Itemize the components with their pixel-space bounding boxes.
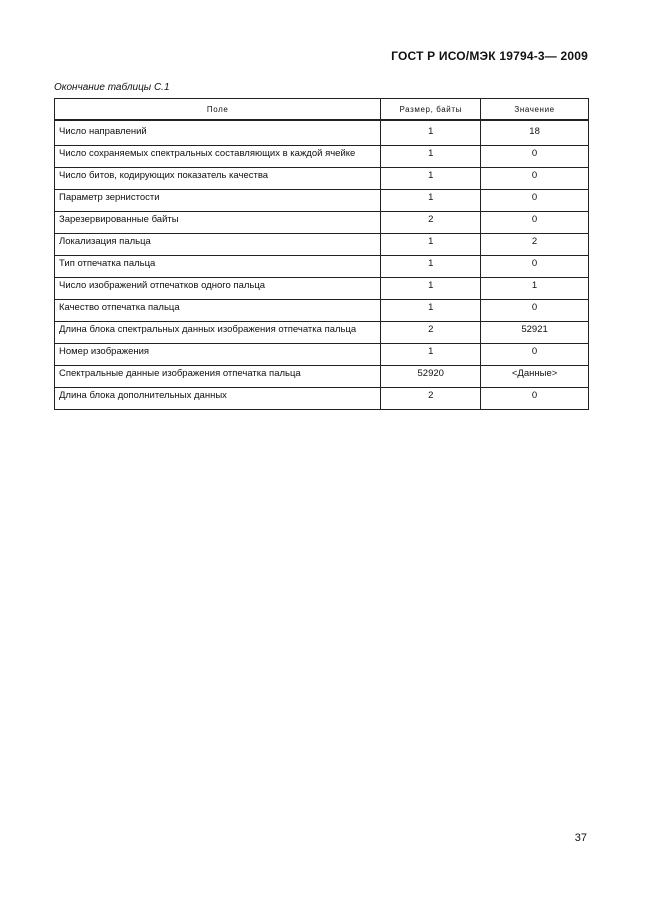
cell-field: Локализация пальца: [55, 234, 381, 256]
cell-field: Зарезервированные байты: [55, 212, 381, 234]
cell-size: 52920: [381, 366, 481, 388]
cell-size: 2: [381, 212, 481, 234]
cell-field: Параметр зернистости: [55, 190, 381, 212]
cell-size: 2: [381, 388, 481, 410]
table-row: [55, 366, 589, 388]
table-row: [55, 190, 589, 212]
cell-value: 0: [481, 256, 589, 278]
spec-table: [54, 98, 589, 410]
cell-size: 1: [381, 256, 481, 278]
document-header: ГОСТ Р ИСО/МЭК 19794-3— 2009: [391, 49, 588, 63]
column-header-field: Поле: [55, 99, 381, 121]
cell-size: 2: [381, 322, 481, 344]
cell-value: 0: [481, 388, 589, 410]
table-caption: Окончание таблицы С.1: [54, 82, 170, 93]
cell-value: <Данные>: [481, 366, 589, 388]
cell-size: 1: [381, 168, 481, 190]
cell-size: 1: [381, 278, 481, 300]
table-row: [55, 388, 589, 410]
cell-size: 1: [381, 190, 481, 212]
table-body: [55, 120, 589, 410]
table-row: [55, 278, 589, 300]
table-row: [55, 120, 589, 146]
table-row: [55, 212, 589, 234]
cell-value: 0: [481, 344, 589, 366]
page-number: 37: [574, 832, 587, 844]
cell-field: Число сохраняемых спектральных составляющих в каждой ячейке: [55, 146, 381, 168]
cell-size: 1: [381, 146, 481, 168]
table-row: [55, 168, 589, 190]
cell-field: Длина блока дополнительных данных: [55, 388, 381, 410]
cell-field: Тип отпечатка пальца: [55, 256, 381, 278]
cell-value: 1: [481, 278, 589, 300]
column-header-value: Значение: [481, 99, 589, 121]
cell-value: 0: [481, 168, 589, 190]
table-row: [55, 322, 589, 344]
table-row: [55, 344, 589, 366]
cell-size: 1: [381, 344, 481, 366]
table-header-row: [55, 99, 589, 121]
table-row: [55, 146, 589, 168]
table-row: [55, 300, 589, 322]
cell-size: 1: [381, 120, 481, 146]
cell-size: 1: [381, 300, 481, 322]
cell-value: 52921: [481, 322, 589, 344]
cell-value: 2: [481, 234, 589, 256]
table-row: [55, 256, 589, 278]
cell-field: Номер изображения: [55, 344, 381, 366]
cell-value: 18: [481, 120, 589, 146]
cell-size: 1: [381, 234, 481, 256]
cell-field: Число битов, кодирующих показатель качества: [55, 168, 381, 190]
cell-value: 0: [481, 190, 589, 212]
table-row: [55, 234, 589, 256]
cell-field: Спектральные данные изображения отпечатка пальца: [55, 366, 381, 388]
column-header-size: Размер, байты: [381, 99, 481, 121]
cell-field: Длина блока спектральных данных изображения отпечатка пальца: [55, 322, 381, 344]
cell-field: Качество отпечатка пальца: [55, 300, 381, 322]
cell-field: Число изображений отпечатков одного пальца: [55, 278, 381, 300]
cell-field: Число направлений: [55, 120, 381, 146]
cell-value: 0: [481, 146, 589, 168]
cell-value: 0: [481, 300, 589, 322]
cell-value: 0: [481, 212, 589, 234]
